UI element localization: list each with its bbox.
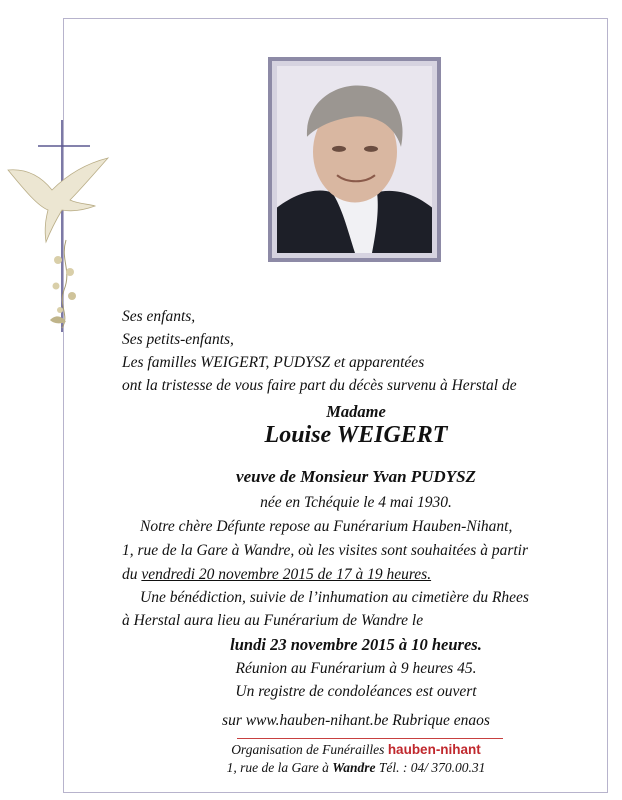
cross-dove-flower-icon bbox=[0, 110, 120, 340]
portrait-photo bbox=[277, 66, 432, 253]
blessing-line: Une bénédiction, suivie de l’inhumation au cimetière du Rhees bbox=[140, 589, 529, 606]
rest-line-date bbox=[122, 563, 431, 586]
footer-separator bbox=[237, 738, 503, 739]
portrait-frame bbox=[268, 57, 441, 262]
footer-organisation bbox=[45, 742, 622, 758]
widow-line: veuve de Monsieur Yvan PUDYSZ bbox=[236, 467, 476, 486]
register-line: Un registre de condoléances est ouvert bbox=[235, 683, 477, 700]
rest-line: 1, rue de la Gare à Wandre, où les visites sont souhaitées à partir bbox=[122, 542, 528, 559]
visit-date: vendredi 20 novembre 2015 de 17 à 19 heures. bbox=[141, 566, 432, 583]
brand-logo-text: hauben-nihant bbox=[387, 742, 481, 757]
footer-org-prefix: Organisation de Funérailles bbox=[231, 742, 388, 757]
footer-address-suffix: Tél. : 04/ 370.00.31 bbox=[375, 760, 486, 775]
meeting-line: Réunion au Funérarium à 9 heures 45. bbox=[235, 660, 477, 677]
rest-line: Notre chère Défunte repose au Funérarium Hauben-Nihant, bbox=[140, 518, 513, 535]
blessing-line: à Herstal aura lieu au Funérarium de Wandre le bbox=[122, 612, 424, 629]
footer-address bbox=[45, 760, 622, 776]
footer-address-prefix: 1, rue de la Gare à bbox=[226, 760, 333, 775]
intro-line: Ses petits-enfants, bbox=[122, 331, 234, 348]
deceased-name: Louise WEIGERT bbox=[264, 422, 448, 448]
title-madame: Madame bbox=[326, 402, 386, 421]
intro-line: Ses enfants, bbox=[122, 308, 196, 325]
footer-address-town: Wandre bbox=[332, 760, 376, 775]
intro-line: Les familles WEIGERT, PUDYSZ et apparentées bbox=[122, 354, 425, 371]
intro-line: ont la tristesse de vous faire part du décès survenu à Herstal de bbox=[122, 377, 517, 394]
rest-line-prefix: du bbox=[122, 566, 142, 583]
website-line: sur www.hauben-nihant.be Rubrique enaos bbox=[222, 712, 490, 729]
birth-line: née en Tchéquie le 4 mai 1930. bbox=[260, 494, 452, 511]
ceremony-date: lundi 23 novembre 2015 à 10 heures. bbox=[230, 635, 482, 654]
